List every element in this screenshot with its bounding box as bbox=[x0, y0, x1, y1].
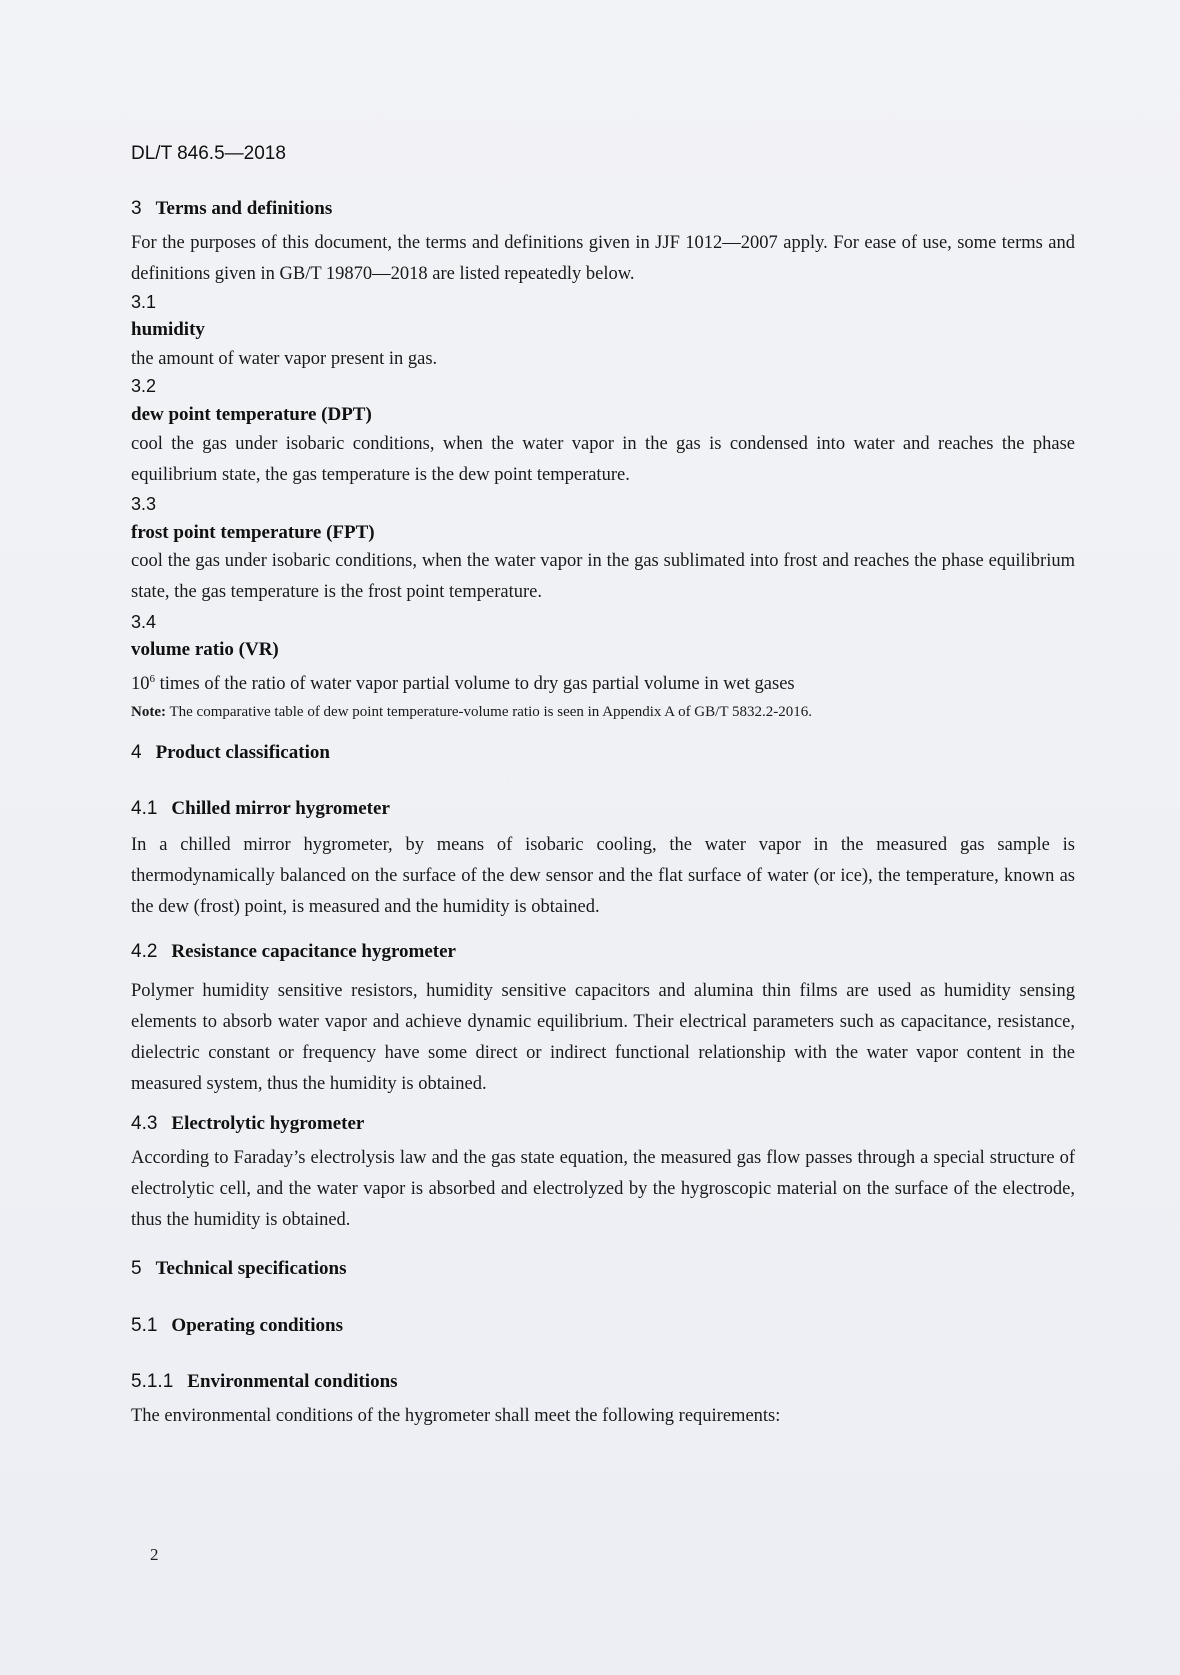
term-3-4-number: 3.4 bbox=[131, 612, 157, 632]
term-3-4-definition: $10^6$ times of the ratio of water vapor partial volume to dry gas partial volume in wet gases bbox=[131, 673, 795, 695]
section-4-3-text: According to Faraday’s electrolysis law and the gas state equation, the measured gas flow passes through a special structure of electrolytic cell, and the water vapor is absorbed and electrolyzed by the hygroscopic material on the surface of the electrode, thus the humidity is obtained. bbox=[131, 1148, 1075, 1230]
section-4-3-heading: 4.3 Electrolytic hygrometer bbox=[131, 1113, 365, 1134]
term-3-2-definition: cool the gas under isobaric conditions, when the water vapor in the gas is condensed into water and reaches the phase equilibrium state, the gas temperature is the dew point temperature. bbox=[131, 434, 1075, 485]
section-5-1-heading: 5.1 Operating conditions bbox=[131, 1315, 343, 1336]
term-3-2-title: dew point temperature (DPT) bbox=[131, 404, 372, 425]
page-number: 2 bbox=[150, 1545, 159, 1564]
section-5-1-1-heading: 5.1.1 Environmental conditions bbox=[131, 1371, 398, 1392]
section-4-2-text: Polymer humidity sensitive resistors, humidity sensitive capacitors and alumina thin films are used as humidity sensing elements to absorb water vapor and achieve dynamic equilibrium. Their electrical parameters such as capacitance, resistance, dielectric constant or frequency have some direct or indirect functional relationship with the water vapor content in the measured system, thus the humidity is obtained. bbox=[131, 981, 1075, 1094]
term-3-3-title: frost point temperature (FPT) bbox=[131, 522, 375, 543]
section-3-heading: 3 Terms and definitions bbox=[131, 198, 333, 219]
term-3-1-title: humidity bbox=[131, 319, 205, 340]
term-3-2-number: 3.2 bbox=[131, 376, 157, 396]
section-4-1-text: In a chilled mirror hygrometer, by means of isobaric cooling, the water vapor in the measured gas sample is thermodynamically balanced on the surface of the dew sensor and the flat surface of water (or ice), the temperature, known as the dew (frost) point, is measured and the humidity is obtained. bbox=[131, 835, 1075, 917]
section-3-intro: For the purposes of this document, the terms and definitions given in JJF 1012—2007 apply. For ease of use, some terms and definitions given in GB/T 19870—2018 are listed repeatedly below. bbox=[131, 233, 1075, 284]
term-3-1-number: 3.1 bbox=[131, 292, 157, 312]
term-3-4-title: volume ratio (VR) bbox=[131, 639, 279, 660]
section-4-heading: 4 Product classification bbox=[131, 742, 330, 763]
term-3-3-definition: cool the gas under isobaric conditions, when the water vapor in the gas sublimated into frost and reaches the phase equilibrium state, the gas temperature is the frost point temperature. bbox=[131, 551, 1075, 602]
section-5-heading: 5 Technical specifications bbox=[131, 1258, 347, 1279]
term-3-3-number: 3.3 bbox=[131, 494, 157, 514]
section-5-1-1-text: The environmental conditions of the hygrometer shall meet the following requirements: bbox=[131, 1406, 781, 1426]
term-3-1-definition: the amount of water vapor present in gas. bbox=[131, 349, 438, 369]
term-3-4-note: Note: The comparative table of dew point temperature-volume ratio is seen in Appendix A of GB/T 5832.2-2016. bbox=[131, 704, 812, 720]
section-4-1-heading: 4.1 Chilled mirror hygrometer bbox=[131, 798, 390, 819]
section-4-2-heading: 4.2 Resistance capacitance hygrometer bbox=[131, 941, 456, 962]
standard-number: DL/T 846.5—2018 bbox=[131, 143, 286, 164]
